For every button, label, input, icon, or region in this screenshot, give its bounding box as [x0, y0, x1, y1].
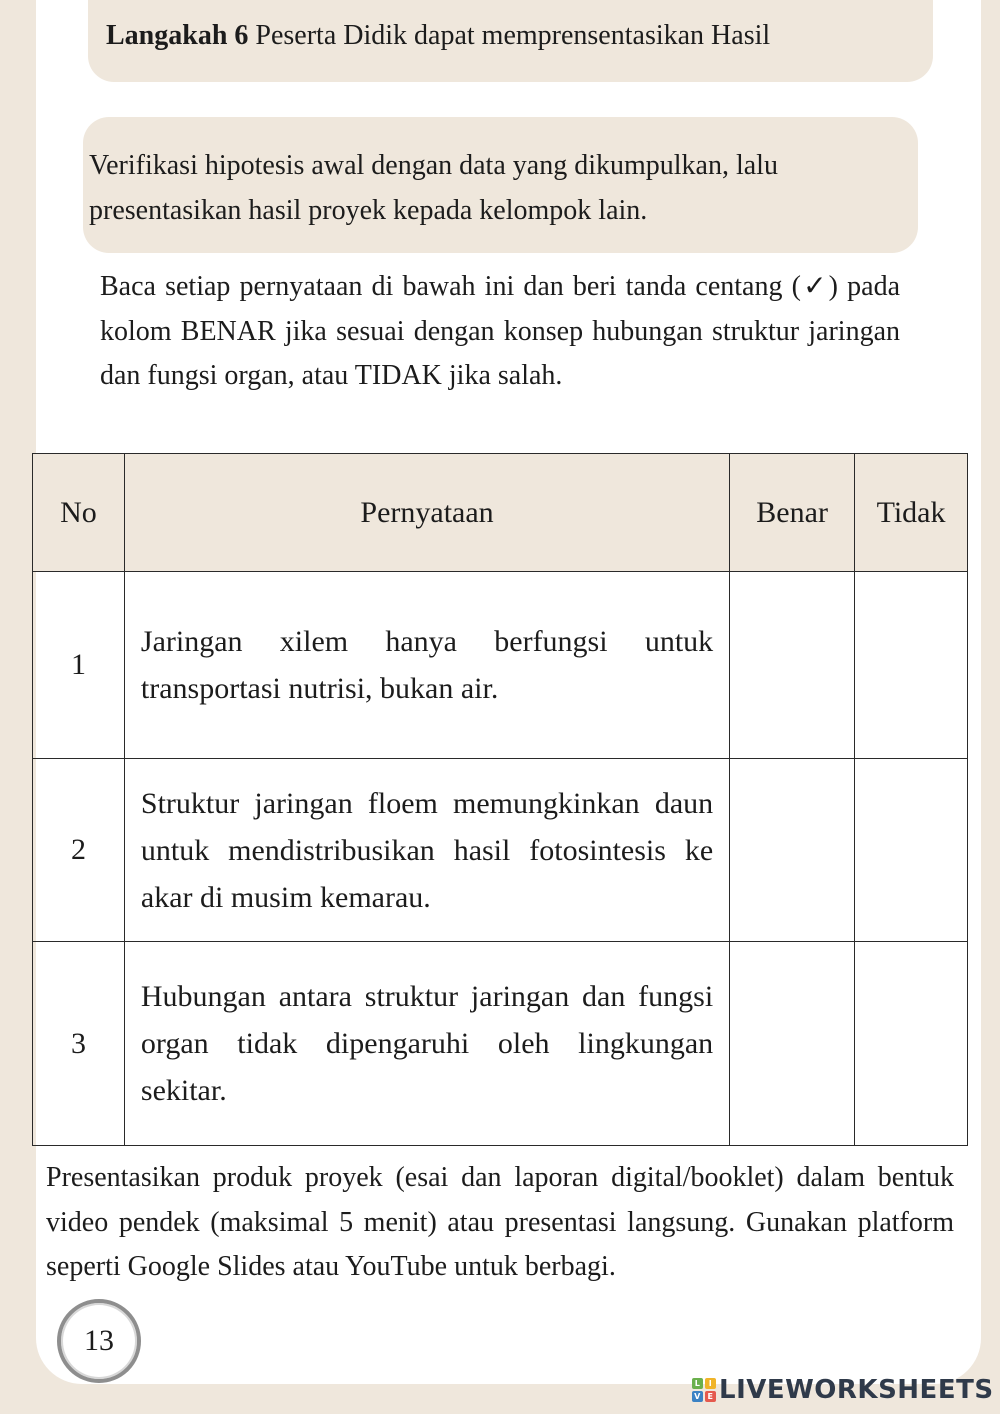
- header-true: Benar: [730, 454, 855, 572]
- row-statement: Hubungan antara struktur jaringan dan fungsi organ tidak dipengaruhi oleh lingkungan sekitar.: [124, 942, 729, 1146]
- statements-table: [32, 453, 968, 1146]
- table-row: [33, 942, 968, 1146]
- instruction-box-text: Verifikasi hipotesis awal dengan data yang dikumpulkan, lalu presentasikan hasil proyek kepada kelompok lain.: [89, 150, 778, 226]
- logo-letter: E: [705, 1391, 716, 1402]
- presentation-instructions: Presentasikan produk proyek (esai dan laporan digital/booklet) dalam bentuk video pendek (maksimal 5 menit) atau presentasi langsung. Gunakan platform seperti Google Slides atau YouTube untuk berbagi.: [46, 1162, 954, 1282]
- tidak-checkbox-cell[interactable]: [855, 572, 968, 759]
- benar-checkbox-cell[interactable]: [730, 572, 855, 759]
- row-statement: Jaringan xilem hanya berfungsi untuk transportasi nutrisi, bukan air.: [124, 572, 729, 759]
- watermark-text: LIVEWORKSHEETS: [719, 1375, 994, 1405]
- step-title: Peserta Didik dapat memprensentasikan Hasil: [248, 20, 771, 51]
- row-number: 2: [33, 759, 125, 942]
- row-number: 3: [33, 942, 125, 1146]
- tidak-checkbox-cell[interactable]: [855, 942, 968, 1146]
- instructions-paragraph: Baca setiap pernyataan di bawah ini dan beri tanda centang (✓) pada kolom BENAR jika sesuai dengan konsep hubungan struktur jaringan dan fungsi organ, atau TIDAK jika salah.: [100, 271, 900, 391]
- row-statement: Struktur jaringan floem memungkinkan daun untuk mendistribusikan hasil fotosintesis ke akar di musim kemarau.: [124, 759, 729, 942]
- step-label: Langakah 6: [106, 20, 249, 51]
- page-number: 13: [84, 1324, 114, 1357]
- header-statement: Pernyataan: [124, 454, 729, 572]
- benar-checkbox-cell[interactable]: [730, 942, 855, 1146]
- liveworksheets-watermark: [692, 1376, 994, 1404]
- instruction-box: [83, 117, 918, 253]
- benar-checkbox-cell[interactable]: [730, 759, 855, 942]
- table-row: [33, 572, 968, 759]
- logo-letter: I: [705, 1378, 716, 1389]
- logo-letter: V: [692, 1391, 703, 1402]
- table-row: [33, 759, 968, 942]
- row-number: 1: [33, 572, 125, 759]
- page-number-badge: [57, 1299, 141, 1383]
- step-header: [88, 0, 933, 82]
- logo-letter: L: [692, 1378, 703, 1389]
- tidak-checkbox-cell[interactable]: [855, 759, 968, 942]
- header-no: No: [33, 454, 125, 572]
- liveworksheets-logo-icon: [692, 1378, 716, 1402]
- header-false: Tidak: [855, 454, 968, 572]
- table-header-row: [33, 454, 968, 572]
